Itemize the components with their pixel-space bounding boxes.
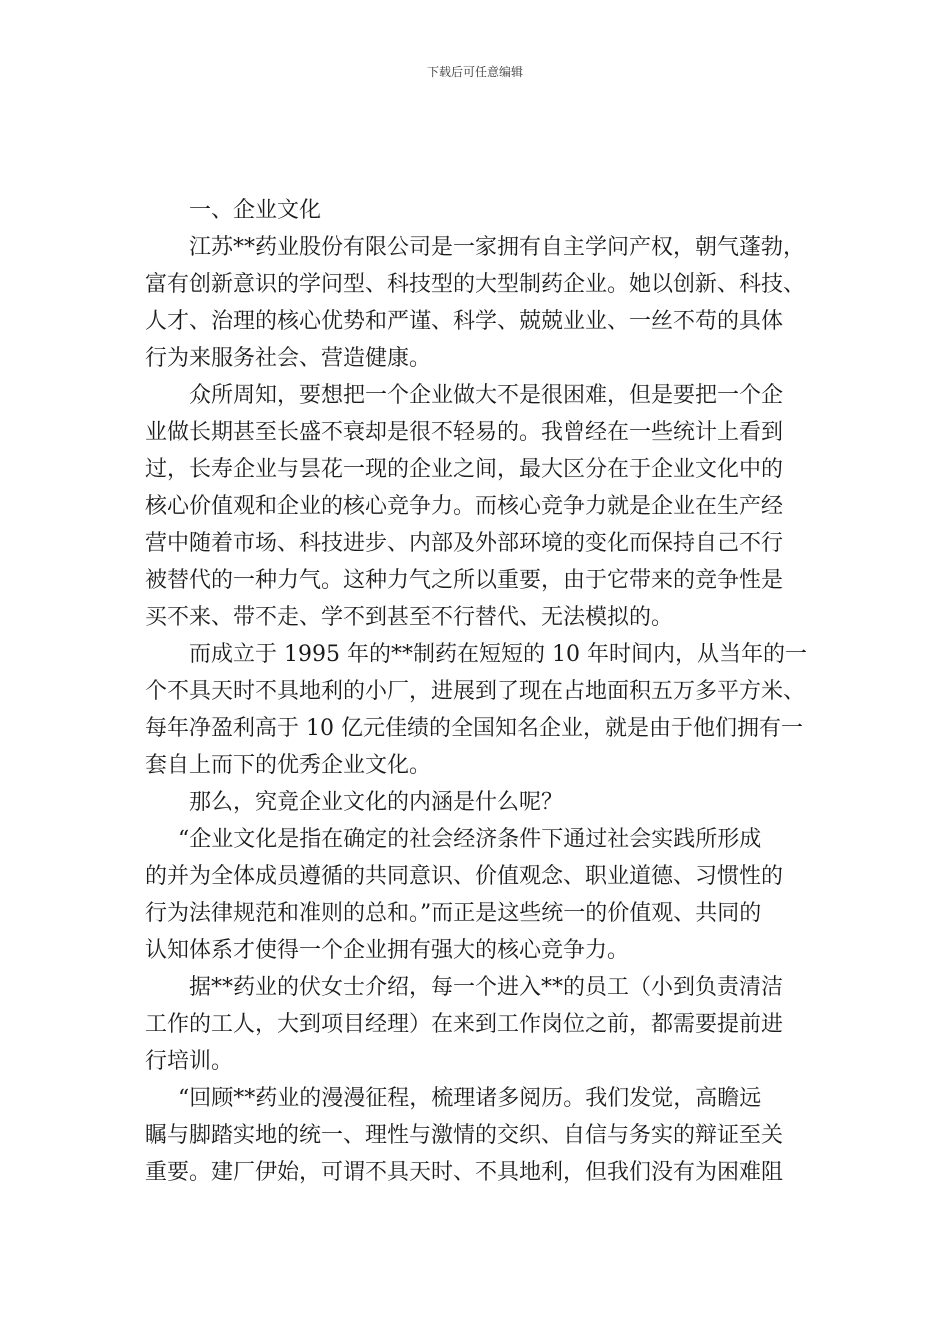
paragraph-line: “回顾**药业的漫漫征程，梳理诸多阅历。我们发觉，高瞻远 (178, 1086, 762, 1111)
paragraph-line: 据**药业的伏女士介绍，每一个进入**的员工（小到负责清洁 (189, 975, 784, 1000)
paragraph-line: 过，长寿企业与昙花一现的企业之间，最大区分在于企业文化中的 (145, 457, 784, 482)
paragraph-line: 每年净盈利高于 10 亿元佳绩的全国知名企业，就是由于他们拥有一 (145, 716, 803, 741)
paragraph-line: 众所周知，要想把一个企业做大不是很困难，但是要把一个企 (189, 383, 784, 408)
paragraph-line: 的并为全体成员遵循的共同意识、价值观念、职业道德、习惯性的 (145, 864, 784, 889)
paragraph-line: 重要。建厂伊始，可谓不具天时、不具地利，但我们没有为困难阻 (145, 1160, 784, 1185)
paragraph-line: 行为法律规范和准则的总和。”而正是这些统一的价值观、共同的 (145, 901, 762, 926)
paragraph-line: 套自上而下的优秀企业文化。 (145, 753, 432, 778)
paragraph-line: 人才、治理的核心优势和严谨、科学、兢兢业业、一丝不苟的具体 (145, 309, 784, 334)
paragraph-line: 买不来、带不走、学不到甚至不行替代、无法模拟的。 (145, 605, 674, 630)
paragraph-line: 那么，究竟企业文化的内涵是什么呢？ (189, 790, 564, 815)
paragraph-line: 瞩与脚踏实地的统一、理性与激情的交织、自信与务实的辩证至关 (145, 1123, 784, 1148)
paragraph-line: 江苏**药业股份有限公司是一家拥有自主学问产权，朝气蓬勃， (189, 235, 806, 260)
paragraph-line: 被替代的一种力气。这种力气之所以重要，由于它带来的竞争性是 (145, 568, 784, 593)
paragraph-line: 工作的工人，大到项目经理）在来到工作岗位之前，都需要提前进 (145, 1012, 784, 1037)
paragraph-line: 业做长期甚至长盛不衰却是很不轻易的。我曾经在一些统计上看到 (145, 420, 784, 445)
paragraph-line: 而成立于 1995 年的**制药在短短的 10 年时间内，从当年的一 (189, 642, 807, 667)
page-header: 下载后可任意编辑 (426, 65, 523, 79)
paragraph-line: 行为来服务社会、营造健康。 (145, 346, 432, 371)
paragraph-line: 核心价值观和企业的核心竞争力。而核心竞争力就是企业在生产经 (145, 494, 784, 519)
paragraph-line: 富有创新意识的学问型、科技型的大型制药企业。她以创新、科技、 (145, 272, 806, 297)
paragraph-line: 认知体系才使得一个企业拥有强大的核心竞争力。 (145, 938, 630, 963)
document-body (145, 192, 810, 1191)
paragraph-line: “企业文化是指在确定的社会经济条件下通过社会实践所形成 (178, 827, 762, 852)
paragraph-line: 个不具天时不具地利的小厂，进展到了现在占地面积五万多平方米、 (145, 679, 806, 704)
paragraph-line: 营中随着市场、科技进步、内部及外部环境的变化而保持自己不行 (145, 531, 784, 556)
paragraph-line: 行培训。 (145, 1049, 234, 1074)
section-heading: 一、企业文化 (189, 198, 322, 223)
